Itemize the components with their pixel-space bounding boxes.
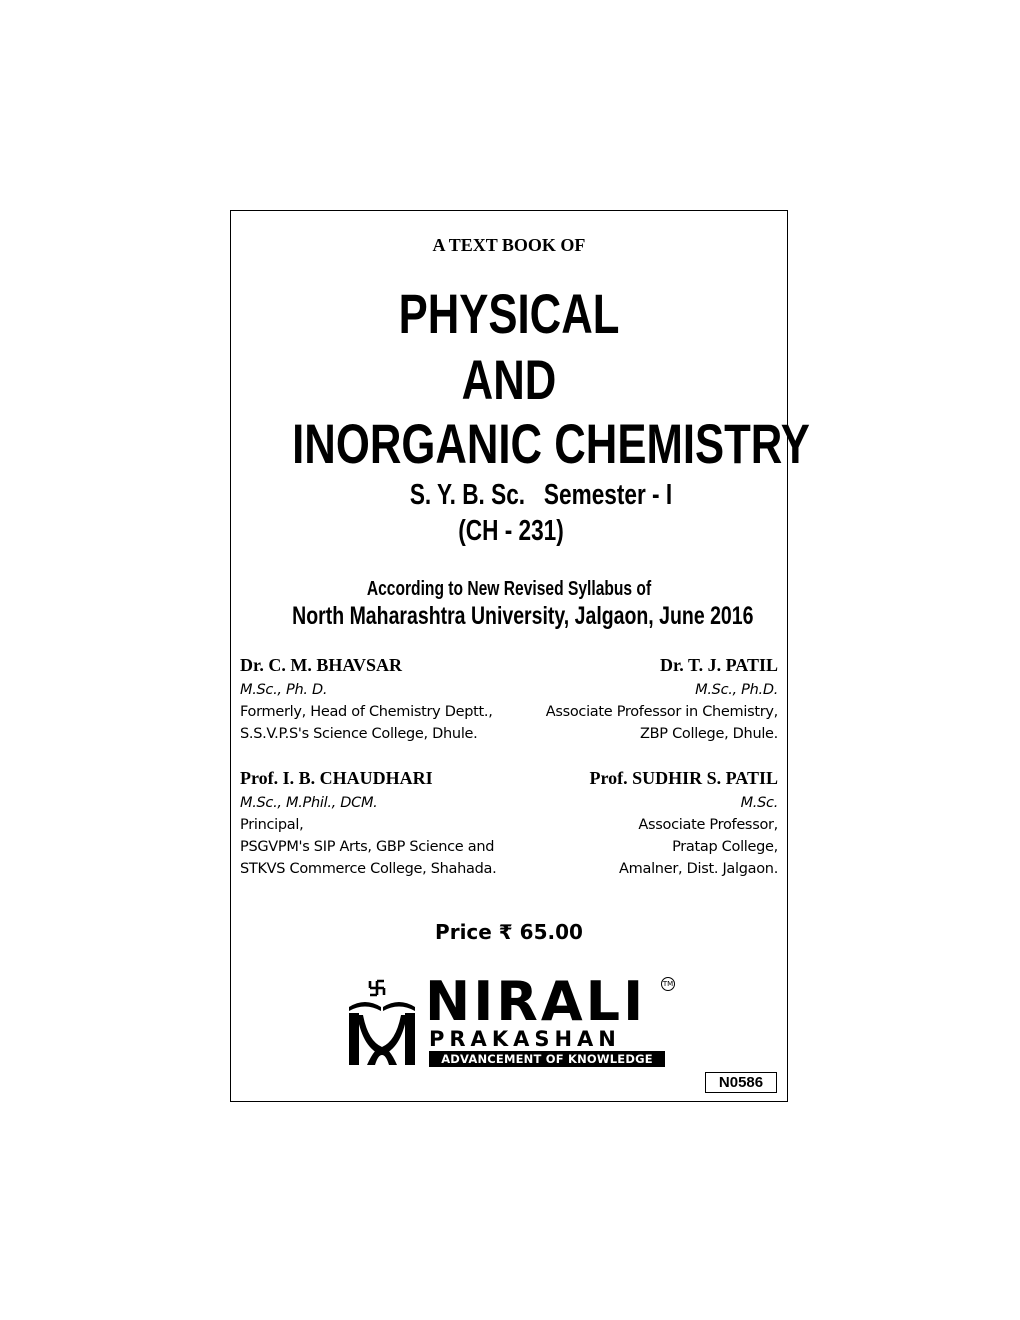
author-1-line-1: Formerly, Head of Chemistry Deptt., [240, 704, 493, 720]
author-3-name: Prof. I. B. CHAUDHARI [240, 768, 433, 788]
title-line-1: PHYSICAL [398, 282, 620, 345]
author-4-name: Prof. SUDHIR S. PATIL [589, 768, 778, 788]
author-2-line-2: ZBP College, Dhule. [640, 726, 778, 742]
author-3-line-2: PSGVPM's SIP Arts, GBP Science and [240, 839, 495, 855]
syllabus-line-1: According to New Revised Syllabus of [366, 578, 652, 600]
publisher-name: NIRALI [425, 970, 647, 1033]
cover-frame [230, 210, 810, 1102]
title-line-3: INORGANIC CHEMISTRY [292, 412, 810, 475]
author-4-degree: M.Sc. [740, 795, 778, 811]
author-3-line-1: Principal, [240, 817, 304, 833]
syllabus-line-2: North Maharashtra University, Jalgaon, June 2016 [292, 602, 754, 630]
publisher-emblem-icon [343, 977, 423, 1067]
author-4-line-3: Amalner, Dist. Jalgaon. [619, 861, 778, 877]
kicker: A TEXT BOOK OF [432, 235, 586, 255]
author-2-name: Dr. T. J. PATIL [659, 655, 778, 675]
author-1-line-2: S.S.V.P.S's Science College, Dhule. [240, 726, 478, 742]
publisher-sub: PRAKASHAN [429, 1027, 621, 1051]
publisher-tagline: ADVANCEMENT OF KNOWLEDGE [429, 1051, 665, 1067]
course-code: (CH - 231) [458, 515, 564, 547]
author-4-line-1: Associate Professor, [638, 817, 778, 833]
title-line-2: AND [461, 348, 557, 411]
author-2-degree: M.Sc., Ph.D. [695, 682, 778, 698]
book-code: N0586 [705, 1072, 777, 1093]
author-3-degree: M.Sc., M.Phil., DCM. [240, 795, 378, 811]
author-2-line-1: Associate Professor in Chemistry, [545, 704, 778, 720]
author-3-line-3: STKVS Commerce College, Shahada. [240, 861, 497, 877]
price: Price ₹ 65.00 [435, 920, 583, 944]
course-line: S. Y. B. Sc. Semester - I [409, 479, 673, 511]
author-1-name: Dr. C. M. BHAVSAR [240, 655, 403, 675]
author-4-line-2: Pratap College, [672, 839, 778, 855]
trademark-mark: TM [661, 977, 675, 991]
author-1-degree: M.Sc., Ph. D. [240, 682, 328, 698]
publisher-logo [343, 970, 679, 1067]
